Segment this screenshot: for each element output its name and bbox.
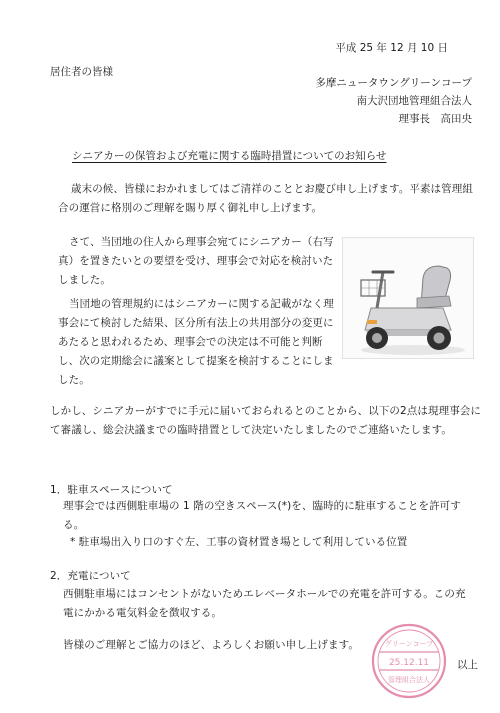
seal-date-text: 25.12.11: [388, 658, 430, 668]
issuer-chairman: 理事長 高田央: [398, 113, 472, 125]
addressee: 居住者の皆様: [50, 66, 113, 78]
section-parking-body: 理事会では西側駐車場の 1 階の空きスペース(*)を、臨時的に駐車することを許可する。: [63, 500, 461, 531]
notice-title: シニアカーの保管および充電に関する臨時措置についてのお知らせ: [72, 150, 387, 162]
issuer-organization: 多摩ニュータウングリーンコープ: [315, 77, 472, 89]
closing-sentence: 皆様のご理解とご協力のほど、よろしくお願い申し上げます。: [63, 639, 359, 651]
mobility-scooter-icon: [343, 238, 473, 358]
decision-paragraph: しかし、シニアカーがすでに手元に届いておられるとのことから、以下の2点は現理事会にて審議し、総会決議までの臨時措置として決定いたしましたのでご連絡いたします。: [50, 405, 481, 436]
document-date: 平成 25 年 12 月 10 日: [335, 42, 448, 54]
greeting-paragraph: 歳末の候、皆様におかれましてはご清祥のこととお慶び申し上げます。平素は管理組合の運営に格別のご理解を賜り厚く御礼申し上げます。: [58, 183, 473, 214]
seal-top-text: グリーンコープ: [384, 640, 434, 648]
section-charging-body: 西側駐車場にはコンセントがないためエレベータホールでの充電を許可する。この充電にかかる電気料金を徴収する。: [63, 588, 466, 619]
end-mark: 以上: [457, 659, 478, 671]
issuer-block: [315, 74, 472, 128]
section-parking-heading: 1．駐車スペースについて: [50, 484, 173, 496]
seal-bottom-text: 管理組合法人: [388, 676, 430, 684]
seal-stamp-icon: [370, 622, 448, 700]
section-parking-note: * 駐車場出入り口のすぐ左、工事の資材置き場として利用している位置: [70, 536, 408, 548]
scooter-photo: [342, 237, 474, 359]
organization-seal: [370, 622, 448, 700]
issuer-corporation: 南大沢団地管理組合法人: [356, 95, 472, 107]
section-charging-heading: 2．充電について: [50, 570, 131, 582]
request-paragraph: さて、当団地の住人から理事会宛てにシニアカー（右写真）を置きたいとの要望を受け、理事会で対応を検討いたしました。: [58, 236, 334, 286]
review-paragraph: 当団地の管理規約にはシニアカーに関する記載がなく理事会にて検討した結果、区分所有法上の共用部分の変更にあたると思われるため、理事会での決定は不可能と判断し、次の定期総会に議案として提案を検討することにしました。: [58, 298, 334, 386]
